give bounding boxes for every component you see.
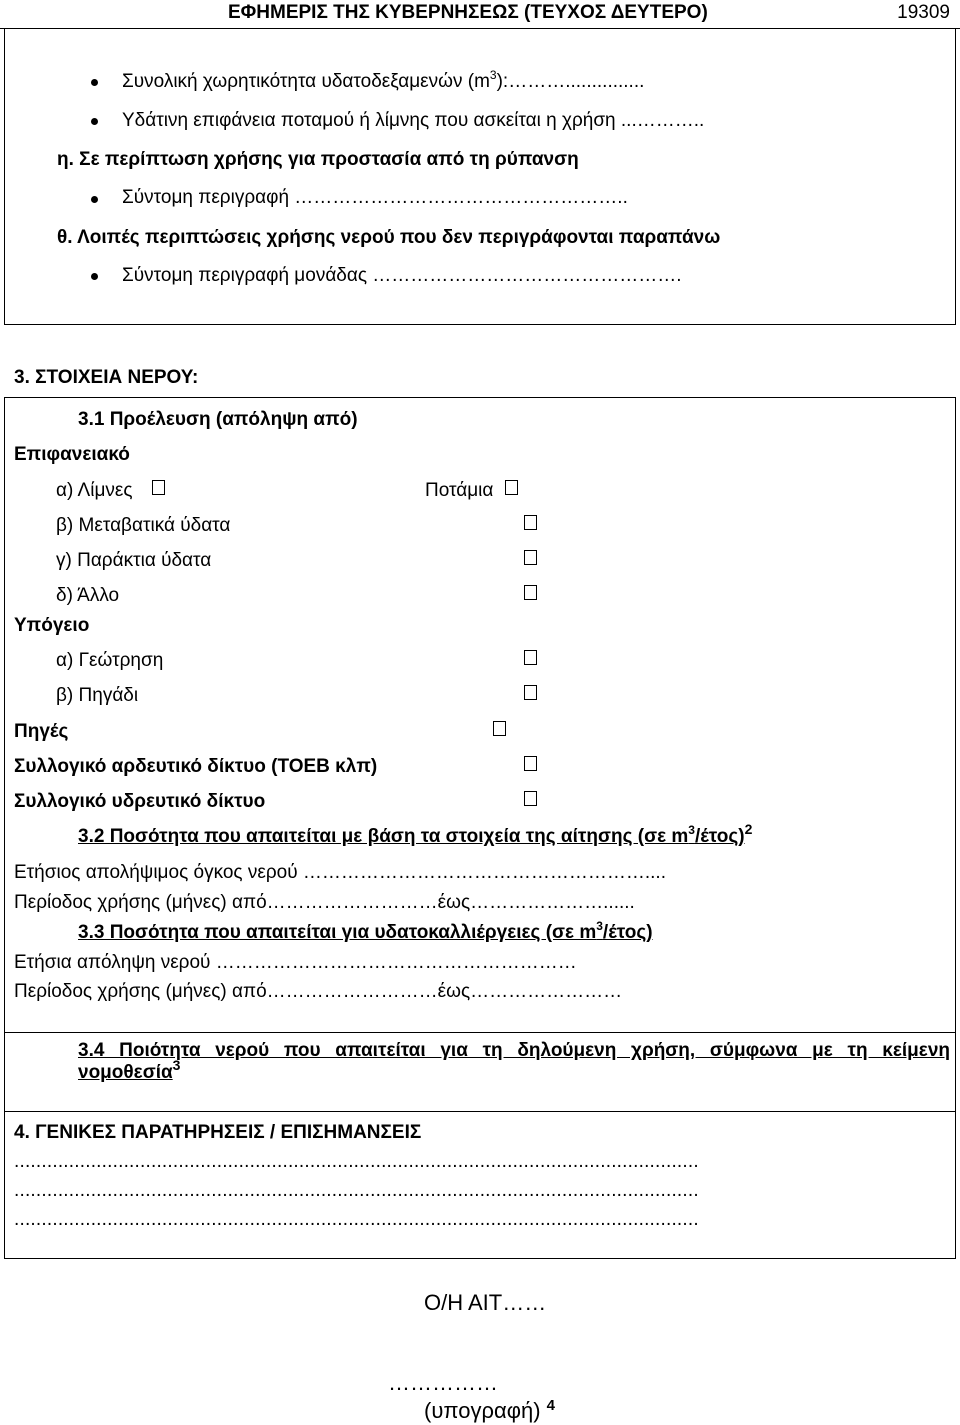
legislation-word: νομοθεσία$^3$ <box>78 1057 181 1083</box>
lakes-label: α) Λίμνες <box>56 480 133 501</box>
usage-period-line-2: Περίοδος χρήσης (μήνες) από………………………έως…………………… <box>14 981 623 1002</box>
page-header <box>0 0 960 29</box>
heading-eta: η. Σε περίπτωση χρήσης για προστασία από τη ρύπανση <box>57 149 579 170</box>
signature-label: (υπογραφή) $^4$ <box>424 1397 555 1423</box>
section3-title: 3. ΣΤΟΙΧΕΙΑ ΝΕΡΟΥ: <box>14 367 199 388</box>
lakes-checkbox[interactable] <box>152 480 165 495</box>
remarks-title: 4. ΓΕΝΙΚΕΣ ΠΑΡΑΤΗΡΗΣΕΙΣ / ΕΠΙΣΗΜΑΝΣΕΙΣ <box>14 1122 422 1143</box>
bullet-icon <box>91 273 98 280</box>
signature-dots: …………… <box>388 1370 498 1395</box>
surface-area-line: Υδάτινη επιφάνεια ποταμού ή λίμνης που ασκείται η χρήση ...……….. <box>122 110 705 131</box>
other-label: δ) Άλλο <box>56 585 120 606</box>
bullet-icon <box>91 118 98 125</box>
short-description-line: Σύντομη περιγραφή …………………………………………….. <box>122 187 628 208</box>
well-label: β) Πηγάδι <box>56 685 139 706</box>
water-supply-network-label: Συλλογικό υδρευτικό δίκτυο <box>14 791 266 812</box>
transitional-waters-label: β) Μεταβατικά ύδατα <box>56 515 231 536</box>
remarks-line: ............................................................................................................................. <box>14 1209 699 1230</box>
other-checkbox[interactable] <box>524 585 537 600</box>
unit-description-line: Σύντομη περιγραφή μονάδας …………………………………………. <box>122 265 682 286</box>
coastal-waters-checkbox[interactable] <box>524 550 537 565</box>
springs-checkbox[interactable] <box>493 721 506 736</box>
surface-water-label: Επιφανειακό <box>14 444 130 465</box>
well-checkbox[interactable] <box>524 685 537 700</box>
origin-subheading: 3.1 Προέλευση (απόληψη από) <box>78 409 358 430</box>
bullet-icon <box>91 79 98 86</box>
transitional-waters-checkbox[interactable] <box>524 515 537 530</box>
annual-volume-line: Ετήσιος απολήψιμος όγκος νερού ……………………………………………….... <box>14 862 666 883</box>
springs-label: Πηγές <box>14 721 69 742</box>
remarks-line: ............................................................................................................................. <box>14 1151 699 1172</box>
water-supply-network-checkbox[interactable] <box>524 791 537 806</box>
page-number: 19309 <box>897 2 950 23</box>
underground-label: Υπόγειο <box>14 615 90 636</box>
aquaculture-subheading: 3.3 Ποσότητα που απαιτείται για υδατοκαλλιέργειες (σε $m^3/έ\tau o\varsigma$) <box>78 919 653 943</box>
rivers-label: Ποτάμια <box>425 480 494 501</box>
remarks-line: ............................................................................................................................. <box>14 1180 699 1201</box>
borehole-checkbox[interactable] <box>524 650 537 665</box>
bullet-icon <box>91 196 98 203</box>
water-quality-heading: 3.4 Ποιότητα νερού που απαιτείται για τη δηλούμενη χρήση, σύμφωνα με τη κείμενη <box>78 1040 950 1061</box>
gazette-title: ΕΦΗΜΕΡΙΣ ΤΗΣ ΚΥΒΕΡΝΗΣΕΩΣ (ΤΕΥΧΟΣ ΔΕΥΤΕΡΟ) <box>228 2 708 23</box>
coastal-waters-label: γ) Παράκτια ύδατα <box>56 550 212 571</box>
applicant-label: Ο/Η ΑΙΤ…… <box>424 1290 547 1315</box>
usage-period-line: Περίοδος χρήσης (μήνες) από………………………έως…………………...... <box>14 892 635 913</box>
rivers-checkbox[interactable] <box>505 480 518 495</box>
annual-abstraction-line: Ετήσια απόληψη νερού ………………………………………………… <box>14 952 577 973</box>
borehole-label: α) Γεώτρηση <box>56 650 164 671</box>
heading-theta: θ. Λοιπές περιπτώσεις χρήσης νερού που δεν περιγράφονται παραπάνω <box>57 227 721 248</box>
irrigation-network-label: Συλλογικό αρδευτικό δίκτυο (ΤΟΕΒ κλπ) <box>14 756 378 777</box>
capacity-line: Συνολική χωρητικότητα υδατοδεξαμενών $(m^3):\dots\dots\dots$............... <box>122 68 645 92</box>
irrigation-network-checkbox[interactable] <box>524 756 537 771</box>
quantity-subheading: 3.2 Ποσότητα που απαιτείται με βάση τα στοιχεία της αίτησης (σε $m^3/έ\tau o\varsigma)^2$ <box>78 821 753 847</box>
